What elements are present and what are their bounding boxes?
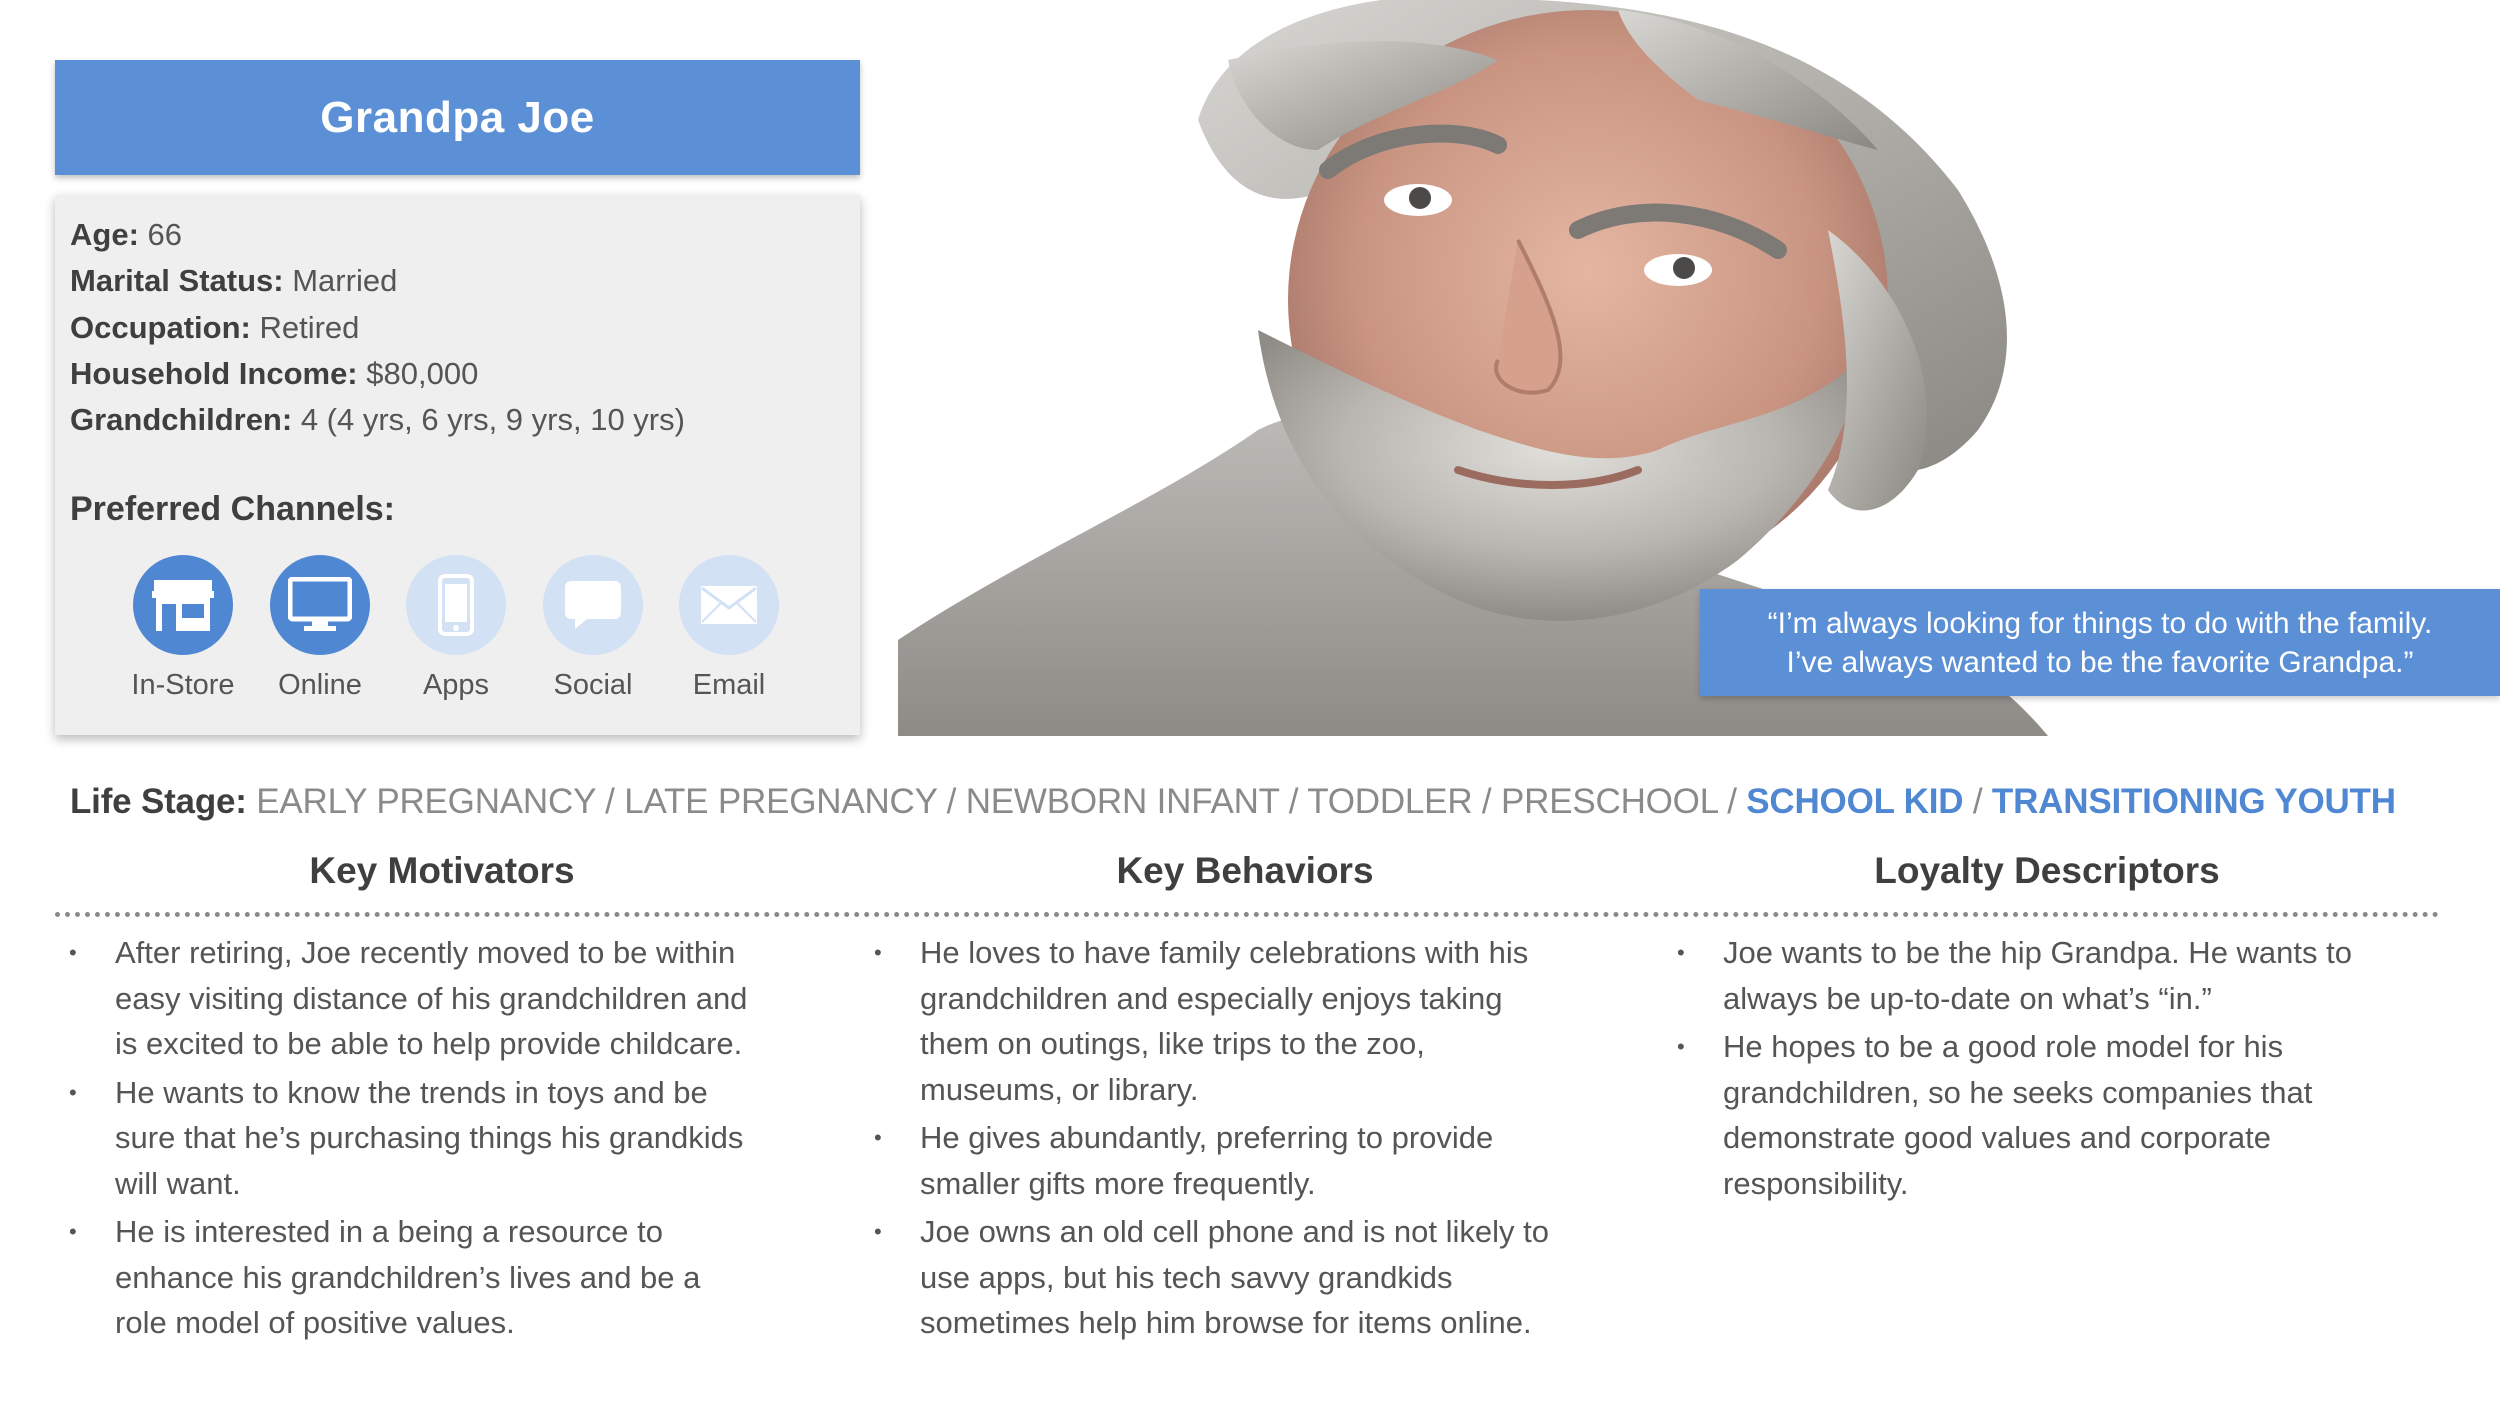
channel-label: Online bbox=[278, 669, 362, 701]
list-item: • Joe owns an old cell phone and is not likely to use apps, but his tech savvy grandkids sometimes help him browse for items online. bbox=[860, 1209, 1560, 1346]
life-stage-label: Life Stage: bbox=[70, 782, 247, 821]
attr-age bbox=[70, 217, 182, 253]
attr-label: Household Income: bbox=[70, 356, 358, 391]
channel-label: Apps bbox=[422, 669, 490, 701]
life-stage-item: PRESCHOOL bbox=[1500, 782, 1718, 821]
life-stage-list bbox=[256, 782, 2396, 821]
quote-line-1: “I’m always looking for things to do with the family. bbox=[1767, 606, 2433, 640]
channel-online bbox=[250, 555, 390, 702]
life-stage-item: LATE PREGNANCY bbox=[624, 782, 938, 821]
list-item: • He is interested in a being a resource to enhance his grandchildren’s lives and be a role model of positive values. bbox=[55, 1209, 755, 1346]
life-stage-item: TRANSITIONING YOUTH bbox=[1991, 782, 2396, 821]
attr-occupation bbox=[70, 310, 359, 346]
attr-value: Married bbox=[292, 263, 398, 298]
life-stage-separator: / bbox=[1963, 782, 1992, 821]
list-item: • After retiring, Joe recently moved to be within easy visiting distance of his grandchildren and is excited to be able to help provide childcare. bbox=[55, 930, 755, 1067]
persona-name-header bbox=[55, 60, 860, 175]
life-stage-separator: / bbox=[1717, 782, 1747, 821]
life-stage bbox=[70, 782, 2396, 822]
channel-label: In-Store bbox=[131, 669, 235, 701]
channel-label: Social bbox=[553, 669, 633, 701]
column-loyalty-descriptors bbox=[1663, 930, 2363, 1209]
store-icon bbox=[133, 555, 233, 655]
attr-label: Age: bbox=[70, 217, 139, 252]
column-key-motivators bbox=[55, 930, 755, 1349]
column-key-behaviors bbox=[860, 930, 1560, 1349]
quote-line-2: I’ve always wanted to be the favorite Grandpa.” bbox=[1786, 645, 2414, 679]
channel-in-store bbox=[113, 555, 253, 702]
attr-value: Retired bbox=[259, 310, 360, 345]
list-item: • He gives abundantly, preferring to provide smaller gifts more frequently. bbox=[860, 1115, 1560, 1206]
channel-label: Email bbox=[692, 669, 766, 701]
channels-heading: Preferred Channels: bbox=[70, 490, 395, 528]
monitor-icon bbox=[270, 555, 370, 655]
attr-value: $80,000 bbox=[366, 356, 479, 391]
chat-bubble-icon bbox=[543, 555, 643, 655]
persona-quote bbox=[1700, 589, 2500, 696]
channel-apps bbox=[386, 555, 526, 702]
heading-key-behaviors: Key Behaviors bbox=[1116, 850, 1374, 891]
heading-loyalty-descriptors: Loyalty Descriptors bbox=[1874, 850, 2220, 891]
life-stage-item: EARLY PREGNANCY bbox=[256, 782, 596, 821]
persona-name: Grandpa Joe bbox=[320, 92, 595, 142]
channel-email bbox=[659, 555, 799, 702]
list-item: • Joe wants to be the hip Grandpa. He wants to always be up-to-date on what’s “in.” bbox=[1663, 930, 2363, 1021]
attr-label: Grandchildren: bbox=[70, 402, 293, 437]
section-divider bbox=[55, 912, 2440, 917]
smartphone-icon bbox=[406, 555, 506, 655]
attr-household-income bbox=[70, 356, 478, 392]
attr-grandchildren bbox=[70, 402, 685, 438]
attr-label: Marital Status: bbox=[70, 263, 284, 298]
life-stage-separator: / bbox=[1472, 782, 1501, 821]
list-item: • He wants to know the trends in toys and be sure that he’s purchasing things his grandkids will want. bbox=[55, 1070, 755, 1207]
attr-marital-status bbox=[70, 263, 397, 299]
attr-label: Occupation: bbox=[70, 310, 251, 345]
list-item: • He loves to have family celebrations with his grandchildren and especially enjoys taking them on outings, like trips to the zoo, museums, or library. bbox=[860, 930, 1560, 1112]
life-stage-item: NEWBORN INFANT bbox=[965, 782, 1280, 821]
life-stage-item: TODDLER bbox=[1307, 782, 1473, 821]
channel-social bbox=[523, 555, 663, 702]
life-stage-item: SCHOOL KID bbox=[1746, 782, 1964, 821]
heading-key-motivators: Key Motivators bbox=[309, 850, 575, 891]
profile-card bbox=[55, 195, 860, 735]
life-stage-separator: / bbox=[595, 782, 625, 821]
life-stage-separator: / bbox=[1279, 782, 1308, 821]
attr-value: 4 (4 yrs, 6 yrs, 9 yrs, 10 yrs) bbox=[300, 402, 685, 437]
envelope-icon bbox=[679, 555, 779, 655]
attr-value: 66 bbox=[147, 217, 182, 252]
list-item: • He hopes to be a good role model for his grandchildren, so he seeks companies that demonstrate good values and corporate responsibility. bbox=[1663, 1024, 2363, 1206]
life-stage-separator: / bbox=[937, 782, 966, 821]
